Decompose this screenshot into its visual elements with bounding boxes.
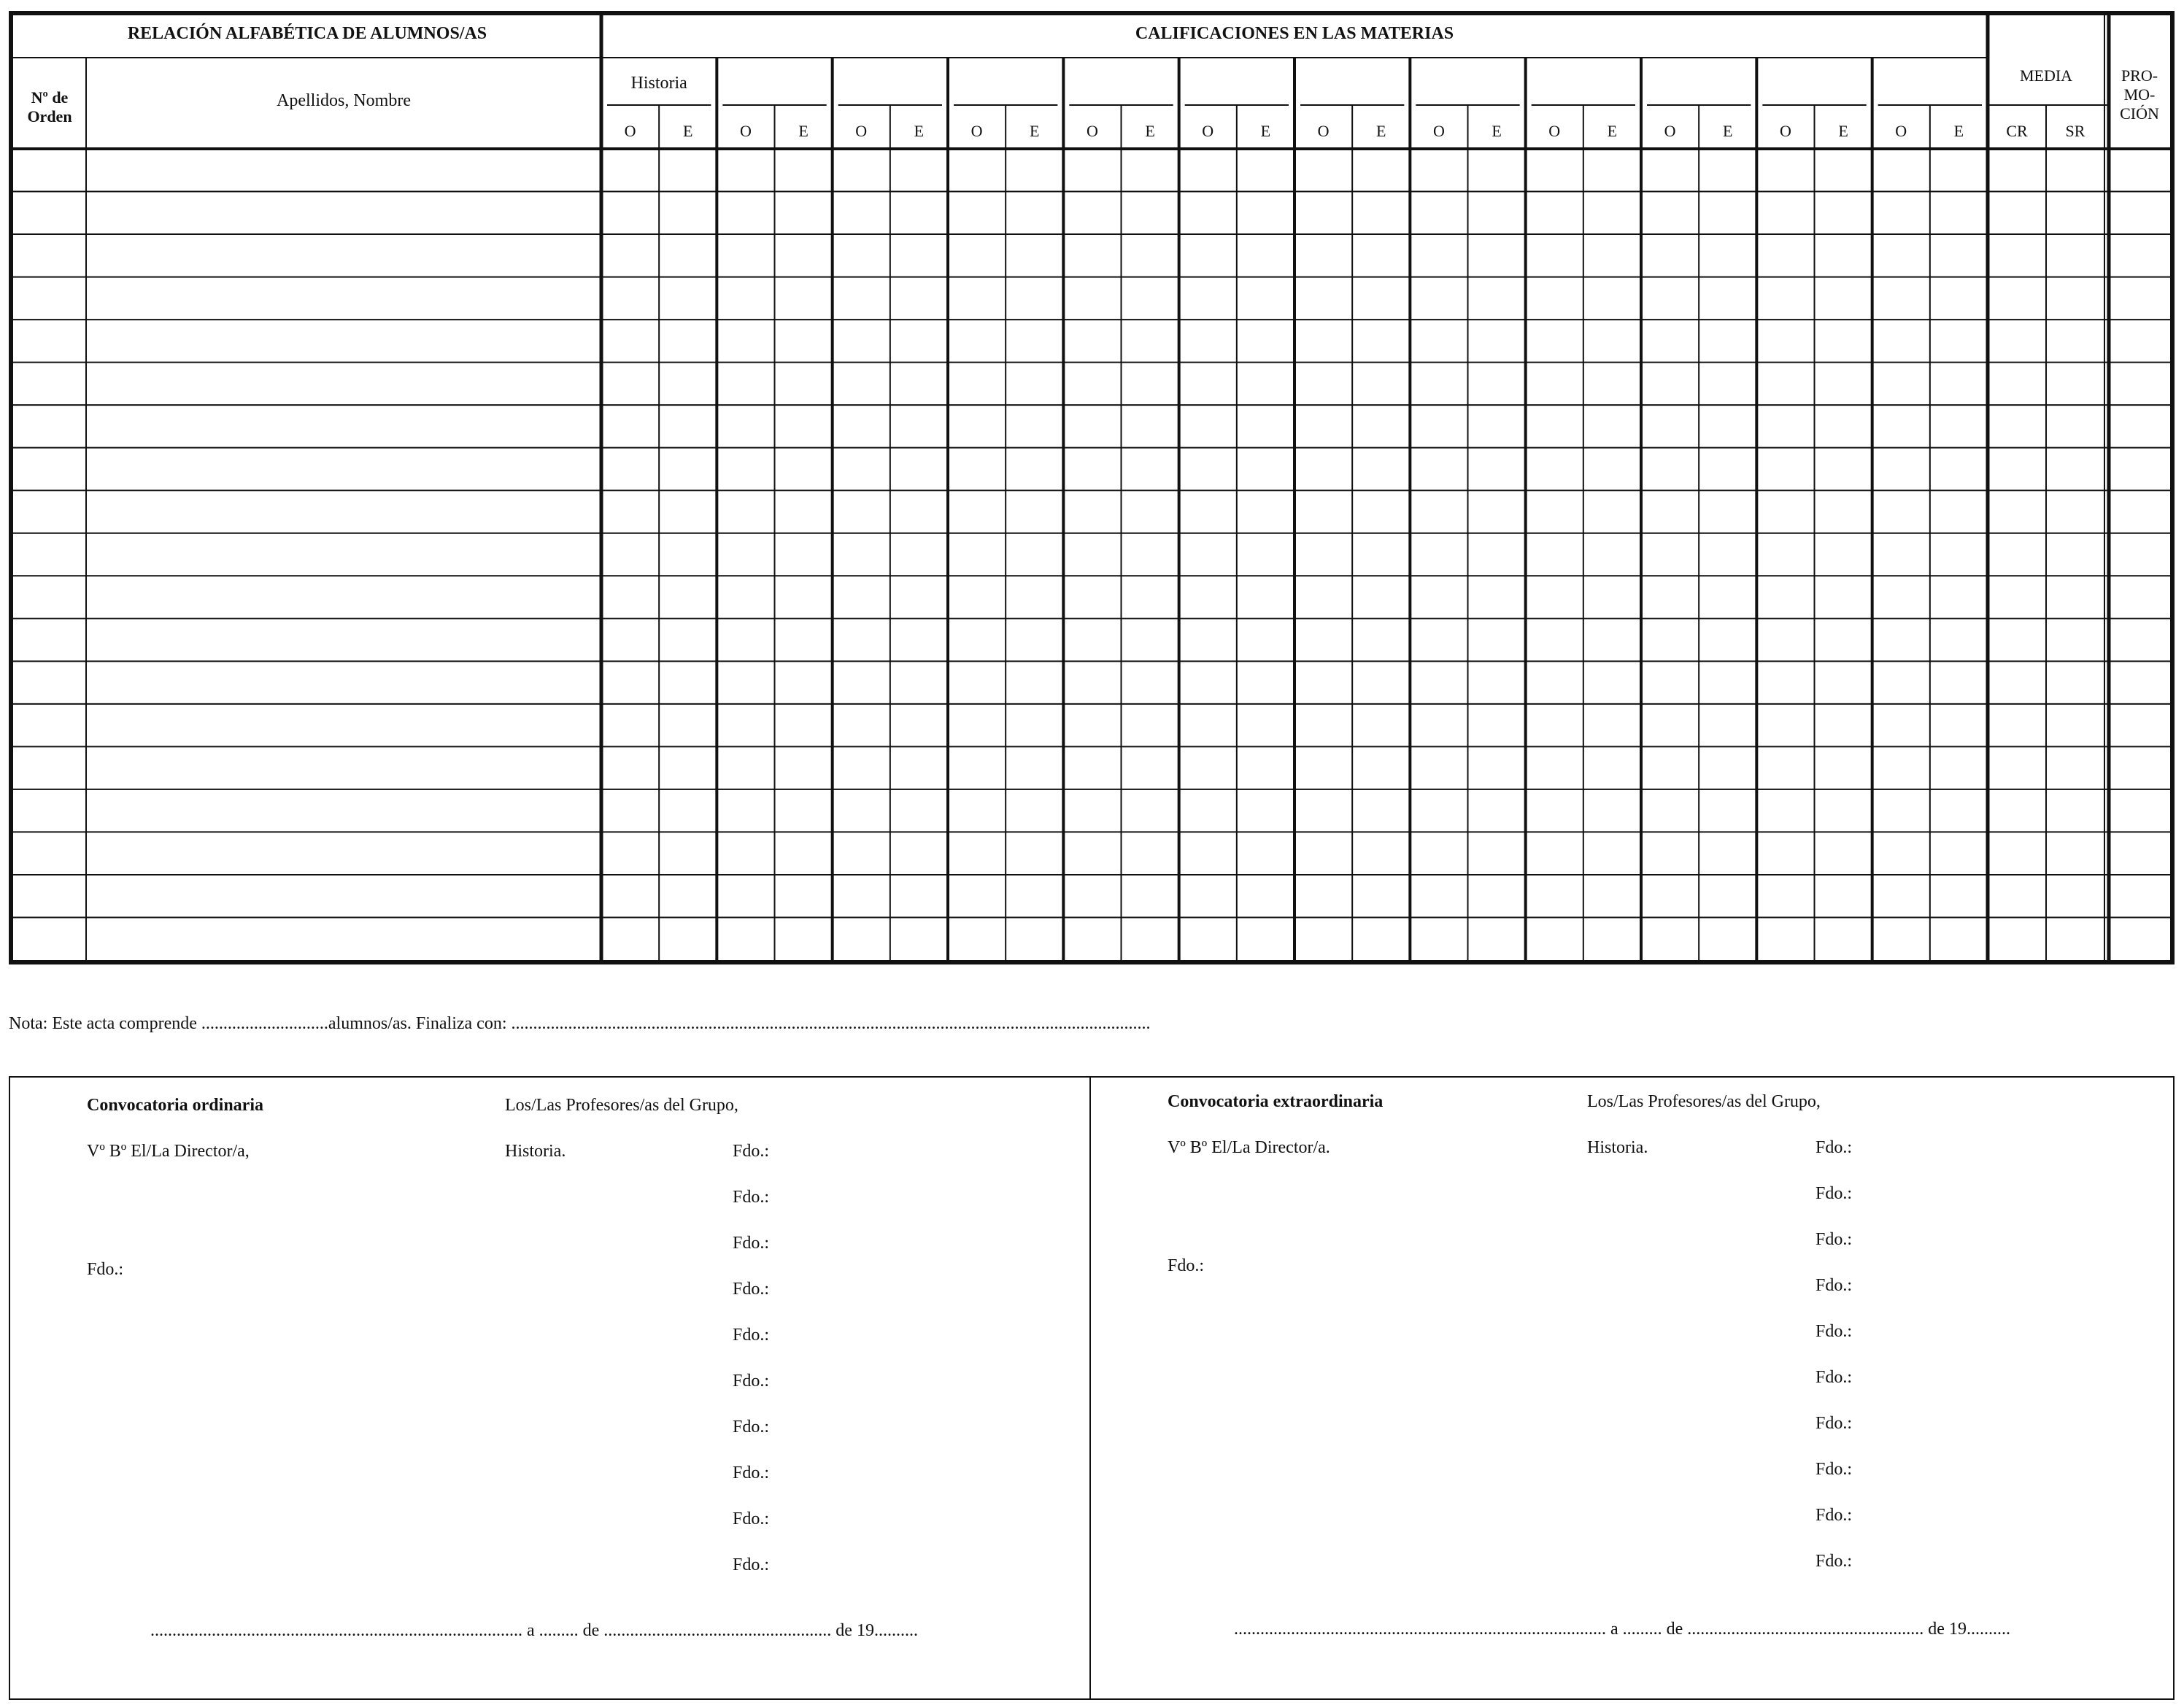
extraordinaria-box (1089, 1076, 2175, 1700)
ordinaria-profesores: Los/Las Profesores/as del Grupo, (505, 1096, 738, 1115)
promocion-line-3: CIÓN (2120, 104, 2159, 123)
teacher-signature-line: Fdo.: (733, 1464, 770, 1482)
ordinaria-box (9, 1076, 1091, 1700)
teacher-signature-line: Fdo.: (1816, 1414, 1853, 1433)
media-header: MEDIA (2019, 66, 2073, 85)
extraordinaria-column-label: E (1030, 122, 1040, 140)
promocion-line-2: MO- (2123, 85, 2156, 104)
ordinaria-column-label: O (1895, 122, 1907, 140)
promocion-header (2109, 66, 2170, 123)
ordinaria-director-fdo: Fdo.: (87, 1260, 124, 1279)
note-line: Nota: Este acta comprende .............................alumnos/as. Finaliza con: .................................................................................................................................................. (9, 1014, 1151, 1033)
ordinaria-column-label: O (1086, 122, 1098, 140)
ordinaria-column-label: O (971, 122, 983, 140)
teacher-signature-line: Fdo.: (733, 1234, 770, 1253)
cr-header: CR (2006, 122, 2028, 140)
ordinaria-column-label: O (624, 122, 636, 140)
extraordinaria-column-label: E (1723, 122, 1733, 140)
teacher-signature-line: Fdo.: (1816, 1460, 1853, 1479)
ordinaria-column-label: O (1548, 122, 1561, 140)
subject-label: Historia (630, 74, 687, 93)
teacher-signature-line: Fdo.: (1816, 1322, 1853, 1341)
teacher-signature-line: Fdo.: (733, 1142, 770, 1161)
extraordinaria-column-label: E (1260, 122, 1271, 140)
teacher-signature-line: Fdo.: (733, 1280, 770, 1299)
teacher-signature-line: Fdo.: (1816, 1552, 1853, 1571)
teacher-signature-line: Fdo.: (733, 1509, 770, 1528)
grades-table (9, 11, 2175, 964)
teacher-signature-line: Fdo.: (1816, 1184, 1853, 1203)
extraordinaria-director-vb: Vº Bº El/La Director/a. (1168, 1138, 1330, 1157)
sr-header: SR (2065, 122, 2085, 140)
ordinaria-column-label: O (1432, 122, 1445, 140)
extraordinaria-column-label: E (1607, 122, 1618, 140)
teacher-signature-line: Fdo.: (733, 1555, 770, 1574)
promocion-line-1: PRO- (2121, 66, 2158, 85)
extraordinaria-column-label: E (683, 122, 693, 140)
teacher-signature-line: Fdo.: (733, 1326, 770, 1345)
teacher-signature-line: Fdo.: (1816, 1138, 1853, 1157)
teacher-signature-line: Fdo.: (1816, 1368, 1853, 1387)
table-grid (13, 15, 2170, 960)
ordinaria-column-label: O (739, 122, 752, 140)
extraordinaria-column-label: E (798, 122, 809, 140)
teacher-signature-line: Fdo.: (1816, 1276, 1853, 1295)
ordinaria-column-label: O (1779, 122, 1791, 140)
grades-header: CALIFICACIONES EN LAS MATERIAS (1135, 24, 1454, 43)
ordinaria-date-line: ..................................................................................... a ......... de .................................................... de 19.......... (150, 1621, 918, 1640)
extraordinaria-profesores: Los/Las Profesores/as del Grupo, (1587, 1092, 1821, 1111)
extraordinaria-column-label: E (1376, 122, 1386, 140)
ordinaria-title: Convocatoria ordinaria (87, 1096, 263, 1115)
ordinaria-director-vb: Vº Bº El/La Director/a, (87, 1142, 250, 1161)
name-column-header: Apellidos, Nombre (277, 91, 411, 110)
teacher-signature-line: Fdo.: (733, 1372, 770, 1391)
ordinaria-column-label: O (855, 122, 868, 140)
extraordinaria-subject-historia: Historia. (1587, 1138, 1648, 1157)
extraordinaria-date-line: ..................................................................................... a ......... de ...................................................... de 19.......... (1234, 1620, 2010, 1639)
extraordinaria-column-label: E (1145, 122, 1155, 140)
extraordinaria-title: Convocatoria extraordinaria (1168, 1092, 1384, 1111)
ordinaria-column-label: O (1664, 122, 1676, 140)
teacher-signature-line: Fdo.: (1816, 1506, 1853, 1525)
teacher-signature-line: Fdo.: (1816, 1230, 1853, 1249)
ordinaria-subject-historia: Historia. (505, 1142, 566, 1161)
extraordinaria-column-label: E (1838, 122, 1848, 140)
teacher-signature-line: Fdo.: (733, 1418, 770, 1437)
order-column-header: Nº de Orden (27, 88, 72, 125)
extraordinaria-column-label: E (1492, 122, 1502, 140)
extraordinaria-director-fdo: Fdo.: (1168, 1256, 1205, 1275)
students-header: RELACIÓN ALFABÉTICA DE ALUMNOS/AS (127, 24, 487, 43)
teacher-signature-line: Fdo.: (733, 1188, 770, 1207)
ordinaria-column-label: O (1317, 122, 1330, 140)
ordinaria-column-label: O (1202, 122, 1214, 140)
extraordinaria-column-label: E (914, 122, 925, 140)
extraordinaria-column-label: E (1953, 122, 1964, 140)
